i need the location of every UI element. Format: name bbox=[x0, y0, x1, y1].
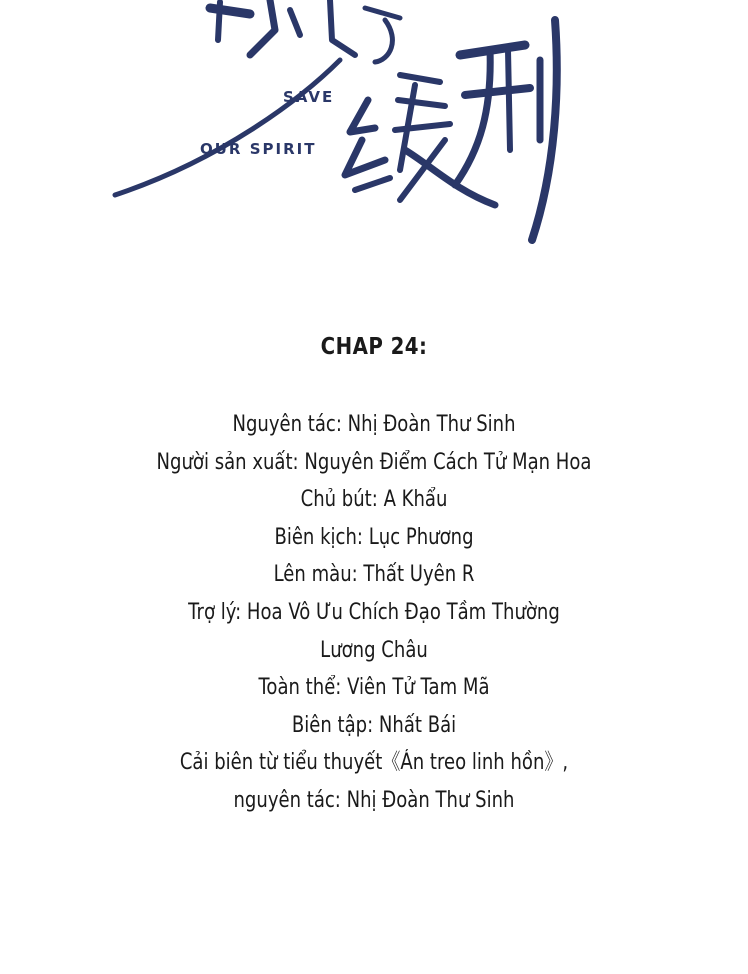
credit-adaptation: Cải biên từ tiểu thuyết《Án treo linh hồn》, bbox=[179, 750, 569, 776]
logo-subtitle-line1: SAVE bbox=[283, 88, 335, 106]
credit-lead-artist: Chủ bút: A Khẩu bbox=[300, 487, 448, 513]
credit-original-author: Nguyên tác: Nhị Đoàn Thư Sinh bbox=[232, 412, 516, 437]
logo-subtitle-line2: OUR SPIRIT bbox=[200, 140, 317, 158]
credits-block bbox=[0, 328, 748, 820]
credit-producer: Người sản xuất: Nguyên Điểm Cách Tử Mạn Hoa bbox=[156, 449, 592, 475]
credit-assistants: Trợ lý: Hoa Vô Ưu Chích Đạo Tầm Thường bbox=[188, 599, 560, 625]
credit-adaptation-author: nguyên tác: Nhị Đoàn Thư Sinh bbox=[233, 787, 515, 813]
calligraphy-logo-icon bbox=[100, 0, 580, 250]
credit-assistants-cont: Lương Châu bbox=[320, 637, 428, 663]
credit-editor: Biên tập: Nhất Bái bbox=[291, 712, 457, 738]
credit-screenwriter: Biên kịch: Lục Phương bbox=[274, 524, 474, 550]
chapter-title: CHAP 24: bbox=[320, 334, 428, 360]
series-logo bbox=[100, 0, 580, 250]
credit-full-team: Toàn thể: Viên Tử Tam Mã bbox=[258, 675, 490, 701]
credit-colorist: Lên màu: Thất Uyên R bbox=[273, 562, 475, 588]
